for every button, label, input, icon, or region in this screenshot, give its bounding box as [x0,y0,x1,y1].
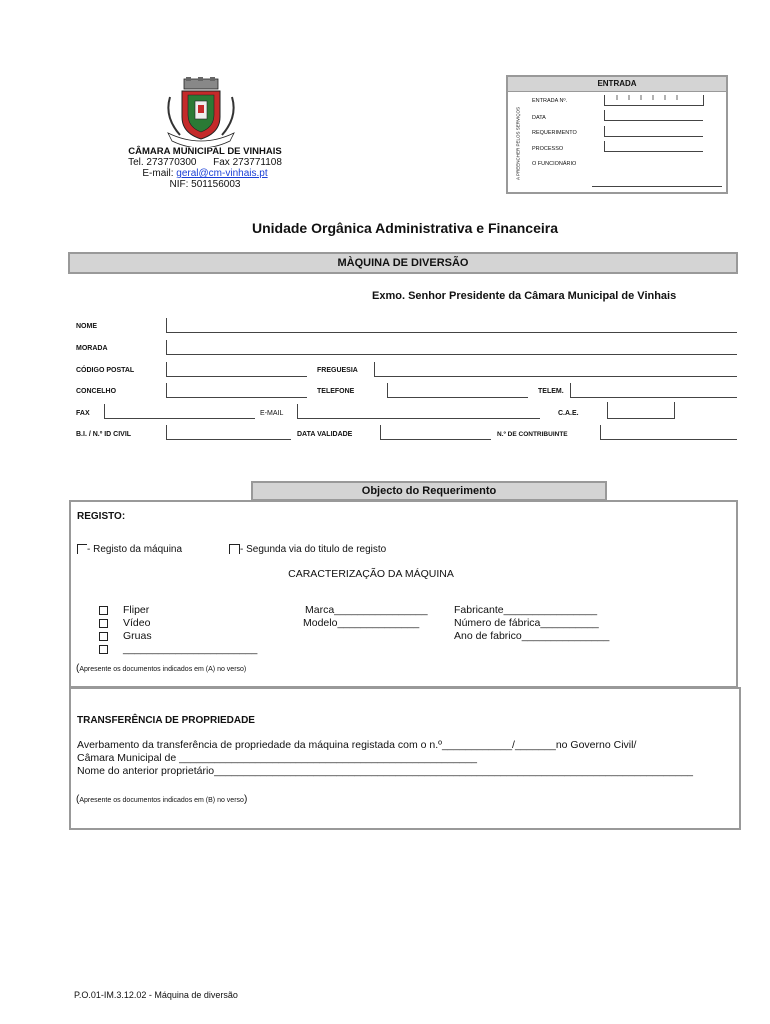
freguesia-label: FREGUESIA [317,367,358,374]
bi-field[interactable] [166,425,291,440]
fliper-checkbox[interactable] [99,606,108,615]
modelo-field[interactable]: Modelo______________ [303,617,420,629]
registo-title: REGISTO: [77,511,126,522]
ano-fabrico-field[interactable]: Ano de fabrico_______________ [454,630,610,642]
transferencia-line-1[interactable]: Averbamento da transferência de propriedade da máquina registada com o n.º____________/_______no Governo Civil/ [77,739,637,751]
note-a-text: Apresente os documentos indicados em (A) no verso) [79,666,247,673]
entrada-row-label: PROCESSO [532,146,564,152]
bi-label: B.I. / N.º ID CIVIL [76,431,132,438]
fax-label: FAX [76,410,90,417]
telefone-field[interactable] [387,383,528,398]
form-title-bar: MÀQUINA DE DIVERSÃO [68,252,738,274]
fabricante-field[interactable]: Fabricante________________ [454,604,598,616]
morada-field[interactable] [166,340,737,355]
nome-field[interactable] [166,318,737,333]
data-validade-label: DATA VALIDADE [297,431,353,438]
entrada-funcionario-signature-line[interactable] [592,186,722,187]
telem-label: TELEM. [538,388,564,395]
contribuinte-label: N.º DE CONTRIBUINTE [497,431,568,438]
entrada-numero-field[interactable] [604,95,704,106]
cae-label: C.A.E. [558,410,579,417]
contribuinte-field[interactable] [600,425,737,440]
registo-option-2-label: - Segunda via do titulo de registo [240,544,387,555]
numero-fabrica-field[interactable]: Número de fábrica__________ [454,617,599,629]
registo-maquina-checkbox[interactable] [77,544,87,554]
freguesia-field[interactable] [374,362,737,377]
data-validade-field[interactable] [380,425,491,440]
video-checkbox[interactable] [99,619,108,628]
codigo-postal-label: CÓDIGO POSTAL [76,367,135,374]
morada-label: MORADA [76,345,108,352]
telem-field[interactable] [570,383,737,398]
org-nif: NIF: 501156003 [169,179,241,190]
video-label: Vídeo [123,617,151,629]
entrada-processo-field[interactable] [604,141,703,152]
machine-type-item[interactable] [99,630,152,642]
other-type-checkbox[interactable] [99,645,108,654]
entrada-row-label: ENTRADA Nº. [532,98,568,104]
unit-title: Unidade Orgânica Administrativa e Financeira [251,220,559,236]
cae-field[interactable] [607,402,675,419]
municipal-coat-of-arms [162,77,240,147]
email-field[interactable] [297,404,540,419]
transferencia-title: TRANSFERÊNCIA DE PROPRIEDADE [77,715,255,726]
note-b [76,789,247,807]
fax-field[interactable] [104,404,255,419]
note-b-text: Apresente os documentos indicados em (B) no verso [79,797,244,804]
note-b-paren-open: ( [76,794,80,805]
concelho-field[interactable] [166,383,307,398]
entrada-data-field[interactable] [604,110,703,121]
entrada-requerimento-field[interactable] [604,126,703,137]
machine-type-item[interactable] [99,643,257,655]
other-type-line[interactable]: _______________________ [123,643,258,655]
registo-option-1[interactable] [77,544,182,555]
email-label: E-mail: [142,168,177,179]
caracterizacao-title: CARACTERIZAÇÃO DA MÁQUINA [288,568,454,580]
anterior-proprietario-field[interactable]: Nome do anterior proprietário__________________________________________________________________________________ [77,765,693,777]
segunda-via-checkbox[interactable] [229,544,240,554]
machine-type-item[interactable] [99,604,149,616]
registo-section [69,500,738,688]
registo-option-1-label: - Registo da máquina [87,544,183,555]
note-a [76,658,246,676]
registo-option-2[interactable] [229,544,386,555]
note-b-paren-close: ) [243,794,248,805]
marca-field[interactable]: Marca________________ [305,604,428,616]
org-tel-fax: Tel. 273770300 Fax 273771108 [128,157,282,168]
entrada-box [506,75,728,194]
transferencia-section [69,687,741,830]
email-field-label: E-MAIL [260,410,284,417]
form-code-footer: P.O.01-IM.3.12.02 - Máquina de diversão [74,990,238,1000]
note-a-paren: ( [76,663,80,674]
codigo-postal-field[interactable] [166,362,307,377]
email-link[interactable]: geral@cm-vinhais.pt [176,168,268,179]
entrada-side-label: A PREENCHER PELOS SERVIÇOS [515,107,521,180]
org-email-line [110,168,300,179]
concelho-label: CONCELHO [76,388,117,395]
fliper-label: Fliper [123,604,150,616]
camara-municipal-field[interactable]: Câmara Municipal de ___________________________________________________ [77,752,477,764]
entrada-row-label: O FUNCIONÁRIO [532,161,577,167]
entrada-row-label: DATA [532,115,546,121]
addressee: Exmo. Senhor Presidente da Câmara Municipal de Vinhais [372,290,677,302]
objecto-title-bar: Objecto do Requerimento [251,481,607,501]
telefone-label: TELEFONE [317,388,355,395]
gruas-checkbox[interactable] [99,632,108,641]
org-name: CÂMARA MUNICIPAL DE VINHAIS [128,146,282,157]
entrada-title: ENTRADA [508,77,726,92]
entrada-row-label: REQUERIMENTO [532,130,577,136]
machine-type-item[interactable] [99,617,150,629]
nome-label: NOME [76,323,97,330]
gruas-label: Gruas [123,630,152,642]
